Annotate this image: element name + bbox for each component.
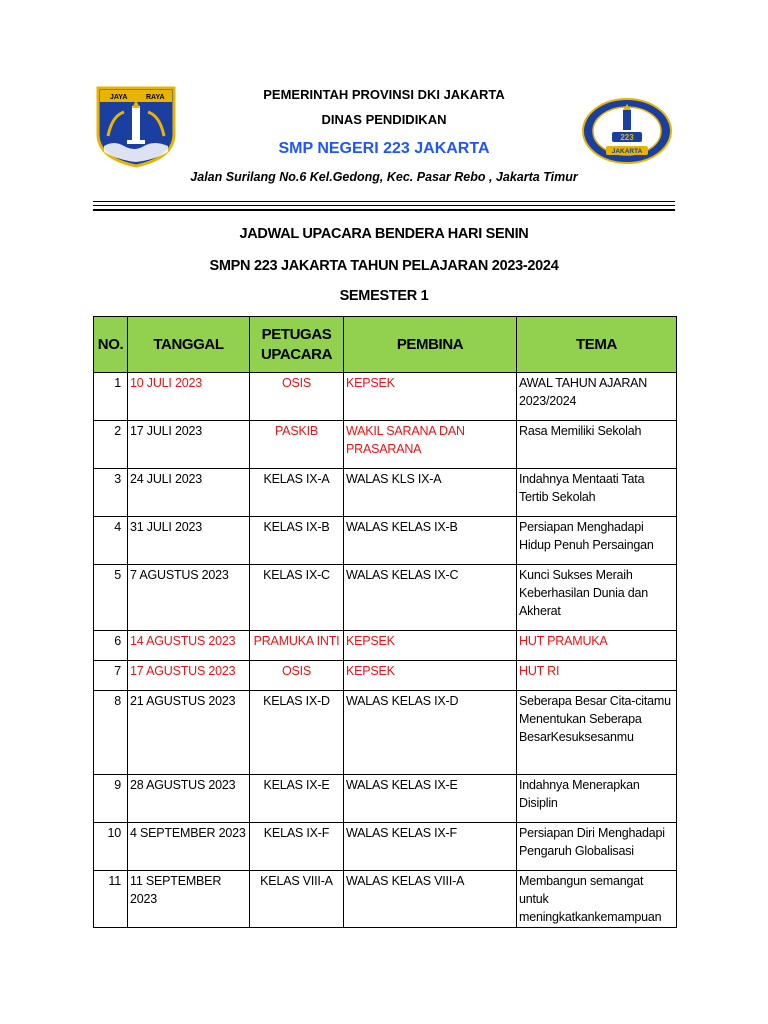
cell-theme: AWAL TAHUN AJARAN 2023/2024 bbox=[517, 373, 677, 421]
cell-officer: OSIS bbox=[250, 661, 344, 691]
cell-date: 7 AGUSTUS 2023 bbox=[128, 565, 250, 631]
cell-officer: KELAS IX-A bbox=[250, 469, 344, 517]
cell-theme: Indahnya Mentaati Tata Tertib Sekolah bbox=[517, 469, 677, 517]
header-supervisor: PEMBINA bbox=[344, 317, 517, 373]
table-row bbox=[94, 421, 677, 469]
table-header-row bbox=[94, 317, 677, 373]
cell-theme: Indahnya Menerapkan Disiplin bbox=[517, 775, 677, 823]
header-officer: PETUGAS UPACARA bbox=[250, 317, 344, 373]
cell-supervisor: WALAS KELAS IX-C bbox=[344, 565, 517, 631]
cell-theme: HUT PRAMUKA bbox=[517, 631, 677, 661]
cell-supervisor: WALAS KLS IX-A bbox=[344, 469, 517, 517]
cell-no: 9 bbox=[94, 775, 128, 823]
cell-no: 7 bbox=[94, 661, 128, 691]
government-name: PEMERINTAH PROVINSI DKI JAKARTA bbox=[263, 87, 505, 102]
cell-supervisor: KEPSEK bbox=[344, 661, 517, 691]
separator-line-top bbox=[93, 201, 675, 202]
cell-date: 10 JULI 2023 bbox=[128, 373, 250, 421]
header-date: TANGGAL bbox=[128, 317, 250, 373]
table-row bbox=[94, 373, 677, 421]
ceremony-schedule-table bbox=[93, 316, 677, 928]
header-theme: TEMA bbox=[517, 317, 677, 373]
cell-officer: KELAS IX-E bbox=[250, 775, 344, 823]
department-name: DINAS PENDIDIKAN bbox=[321, 112, 447, 127]
cell-theme: HUT RI bbox=[517, 661, 677, 691]
semester-label: SEMESTER 1 bbox=[339, 288, 429, 304]
cell-date: 28 AGUSTUS 2023 bbox=[128, 775, 250, 823]
cell-officer: KELAS VIII-A bbox=[250, 871, 344, 928]
cell-officer: KELAS IX-D bbox=[250, 691, 344, 775]
cell-date: 11 SEPTEMBER 2023 bbox=[128, 871, 250, 928]
cell-date: 31 JULI 2023 bbox=[128, 517, 250, 565]
svg-text:JAKARTA: JAKARTA bbox=[611, 148, 643, 155]
table-row bbox=[94, 517, 677, 565]
cell-theme: Persiapan Diri Menghadapi Pengaruh Globalisasi bbox=[517, 823, 677, 871]
school-address: Jalan Surilang No.6 Kel.Gedong, Kec. Pasar Rebo , Jakarta Timur bbox=[190, 170, 578, 184]
cell-supervisor: WALAS KELAS IX-D bbox=[344, 691, 517, 775]
svg-text:RAYA: RAYA bbox=[146, 94, 165, 101]
cell-theme: Seberapa Besar Cita-citamu Menentukan Seberapa BesarKesuksesanmu bbox=[517, 691, 677, 775]
cell-theme: Rasa Memiliki Sekolah bbox=[517, 421, 677, 469]
cell-officer: PRAMUKA INTI bbox=[250, 631, 344, 661]
cell-officer: PASKIB bbox=[250, 421, 344, 469]
cell-supervisor: KEPSEK bbox=[344, 373, 517, 421]
cell-no: 3 bbox=[94, 469, 128, 517]
cell-no: 1 bbox=[94, 373, 128, 421]
cell-supervisor: KEPSEK bbox=[344, 631, 517, 661]
cell-supervisor: WALAS KELAS IX-F bbox=[344, 823, 517, 871]
cell-theme: Membangun semangat untuk meningkatkankemampuan bbox=[517, 871, 677, 928]
cell-officer: KELAS IX-B bbox=[250, 517, 344, 565]
table-row bbox=[94, 631, 677, 661]
cell-supervisor: WALAS KELAS IX-E bbox=[344, 775, 517, 823]
cell-supervisor: WALAS KELAS VIII-A bbox=[344, 871, 517, 928]
cell-no: 11 bbox=[94, 871, 128, 928]
cell-officer: KELAS IX-F bbox=[250, 823, 344, 871]
cell-no: 4 bbox=[94, 517, 128, 565]
schedule-subtitle: SMPN 223 JAKARTA TAHUN PELAJARAN 2023-2024 bbox=[209, 258, 559, 274]
cell-date: 4 SEPTEMBER 2023 bbox=[128, 823, 250, 871]
cell-theme: Kunci Sukses Meraih Keberhasilan Dunia dan Akherat bbox=[517, 565, 677, 631]
separator-line-bottom bbox=[93, 209, 675, 211]
cell-no: 6 bbox=[94, 631, 128, 661]
table-row bbox=[94, 661, 677, 691]
cell-no: 5 bbox=[94, 565, 128, 631]
cell-date: 14 AGUSTUS 2023 bbox=[128, 631, 250, 661]
svg-text:JAYA: JAYA bbox=[110, 94, 128, 101]
cell-supervisor: WAKIL SARANA DAN PRASARANA bbox=[344, 421, 517, 469]
table-row bbox=[94, 871, 677, 928]
cell-date: 24 JULI 2023 bbox=[128, 469, 250, 517]
table-row bbox=[94, 565, 677, 631]
cell-supervisor: WALAS KELAS IX-B bbox=[344, 517, 517, 565]
cell-no: 10 bbox=[94, 823, 128, 871]
school-name: SMP NEGERI 223 JAKARTA bbox=[278, 140, 490, 157]
separator-line-middle bbox=[93, 205, 675, 206]
schedule-title: JADWAL UPACARA BENDERA HARI SENIN bbox=[239, 226, 529, 242]
table-row bbox=[94, 691, 677, 775]
cell-no: 8 bbox=[94, 691, 128, 775]
header-no: NO. bbox=[94, 317, 128, 373]
svg-text:223: 223 bbox=[620, 133, 634, 142]
cell-officer: KELAS IX-C bbox=[250, 565, 344, 631]
cell-date: 21 AGUSTUS 2023 bbox=[128, 691, 250, 775]
table-row bbox=[94, 823, 677, 871]
cell-officer: OSIS bbox=[250, 373, 344, 421]
table-row bbox=[94, 469, 677, 517]
cell-theme: Persiapan Menghadapi Hidup Penuh Persaingan bbox=[517, 517, 677, 565]
cell-date: 17 AGUSTUS 2023 bbox=[128, 661, 250, 691]
table-row bbox=[94, 775, 677, 823]
cell-date: 17 JULI 2023 bbox=[128, 421, 250, 469]
cell-no: 2 bbox=[94, 421, 128, 469]
